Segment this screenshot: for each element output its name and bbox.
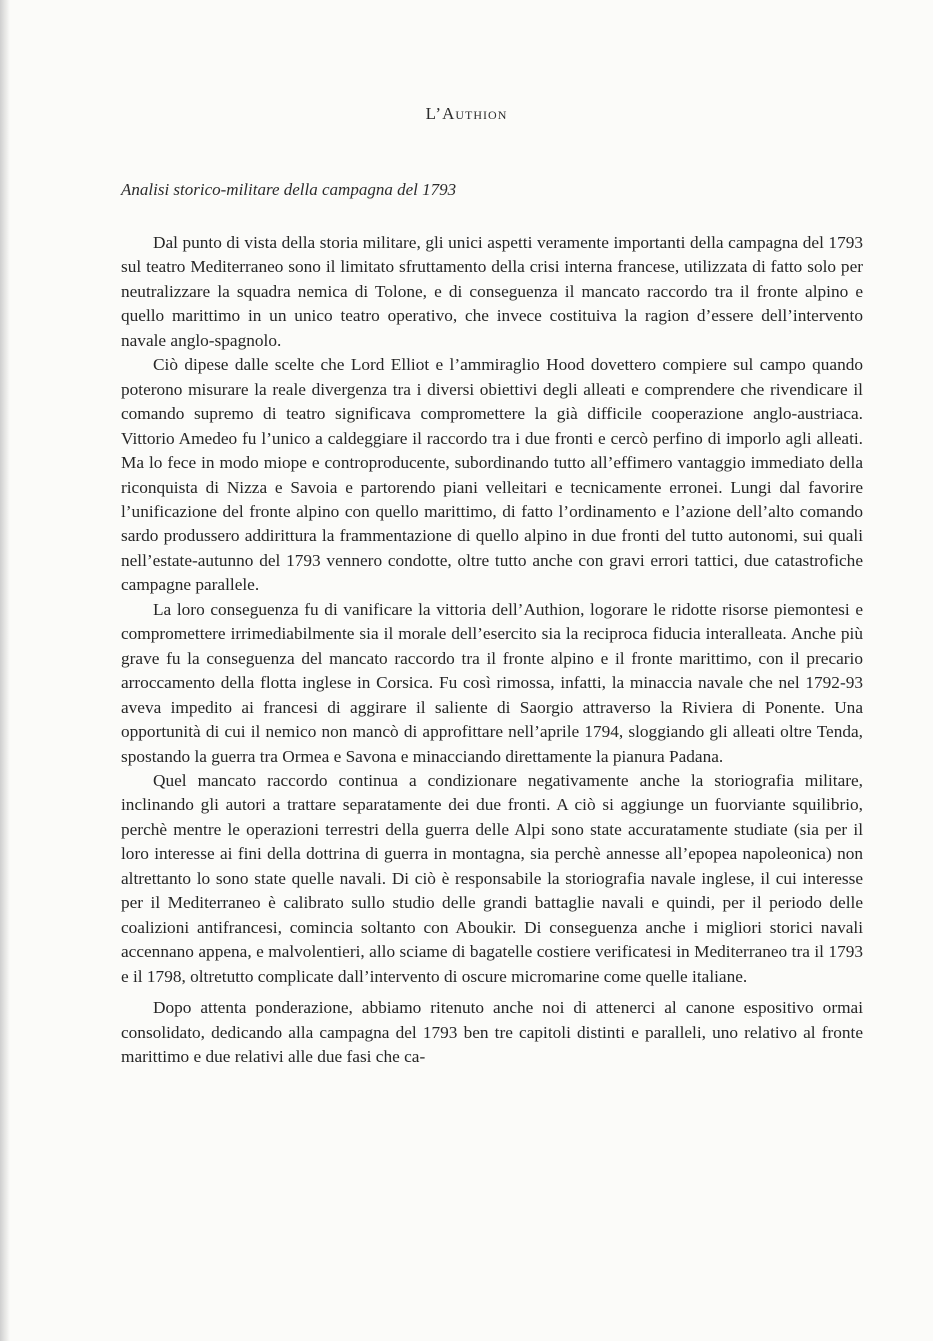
section-subtitle: Analisi storico-militare della campagna del 1793 <box>121 180 457 199</box>
paragraph: Dal punto di vista della storia militare, gli unici aspetti veramente importanti della campagna del 1793 sul teatro Mediterraneo sono il limitato sfruttamento della crisi interna francese, utilizzata di fatto solo per neutralizzare la squadra nemica di Tolone, e di conseguenza il mancato raccordo tra il fronte alpino e quello marittimo in un unico teatro operativo, che invece costituiva la ragion d’essere dell’intervento navale anglo-spagnolo. <box>121 233 863 350</box>
paragraph: La loro conseguenza fu di vanificare la vittoria dell’Authion, logorare le ridotte risorse piemontesi e compromettere irrimediabilmente sia il morale dell’esercito sia la reciproca fiducia interalleata. Anche più grave fu la conseguenza del mancato raccordo tra il fronte alpino e il fronte marittimo, con il precario arroccamento della flotta inglese in Corsica. Fu così rimossa, infatti, la minaccia navale che nel 1792-93 aveva impedito ai francesi di aggirare il saliente di Saorgio attraverso la Riviera di Ponente. Una opportunità di cui il nemico non mancò di approfittare nell’aprile 1794, sloggiando gli alleati oltre Tenda, spostando la guerra tra Ormea e Savona e minacciando direttamente la pianura Padana. <box>121 599 863 766</box>
body-text <box>121 231 863 1069</box>
paragraph: Dopo attenta ponderazione, abbiamo ritenuto anche noi di attenerci al canone espositivo ormai consolidato, dedicando alla campagna del 1793 ben tre capitoli distinti e paralleli, uno relativo al fronte marittimo e due relativi alle due fasi che ca- <box>121 998 863 1066</box>
paragraph: Quel mancato raccordo continua a condizionare negativamente anche la storiografia militare, inclinando gli autori a trattare separatamente dei due fronti. A ciò si aggiunge un fuorviante squilibrio, perchè mentre le operazioni terrestri della guerra delle Alpi sono state accuratamente studiate (sia per il loro interesse ai fini della dottrina di guerra in montagna, sia perchè annesse all’epopea napoleonica) non altrettanto lo sono state quelle navali. Di ciò è responsabile la storiografia navale inglese, il cui interesse per il Mediterraneo è calibrato sullo studio delle grandi battaglie navali e quindi, per il periodo delle coalizioni antifrancesi, comincia soltanto con Aboukir. Di conseguenza anche i migliori storici navali accennano appena, e malvolentieri, allo sciame di bagatelle costiere verificatesi in Mediterraneo tra il 1793 e il 1798, oltretutto complicate dall’intervento di oscure micromarine come quelle italiane. <box>121 770 863 986</box>
paragraph: Ciò dipese dalle scelte che Lord Elliot e l’ammiraglio Hood dovettero compiere sul campo quando poterono misurare la reale divergenza tra i diversi obiettivi degli alleati e comprendere che rivendicare il comando supremo di teatro significava compromettere la già difficile cooperazione anglo-austriaca. Vittorio Amedeo fu l’unico a caldeggiare il raccordo tra i due fronti e cercò perfino di imporlo agli alleati. Ma lo fece in modo miope e controproducente, subordinando tutto all’effimero vantaggio immediato della riconquista di Nizza e Savoia e partorendo piani velleitari e tecnicamente erronei. Lungi dal favorire l’unificazione del fronte alpino con quello marittimo, di fatto l’ordinamento e l’azione dell’alto comando sardo produssero addirittura la frammentazione di quello alpino in due fronti del tutto autonomi, sui quali nell’estate-autunno del 1793 vennero condotte, oltre tutto anche con gravi errori tattici, due catastrofiche campagne parallele. <box>121 355 863 595</box>
running-head: L’Authion <box>425 104 508 123</box>
page-spine-shadow <box>0 0 10 1341</box>
